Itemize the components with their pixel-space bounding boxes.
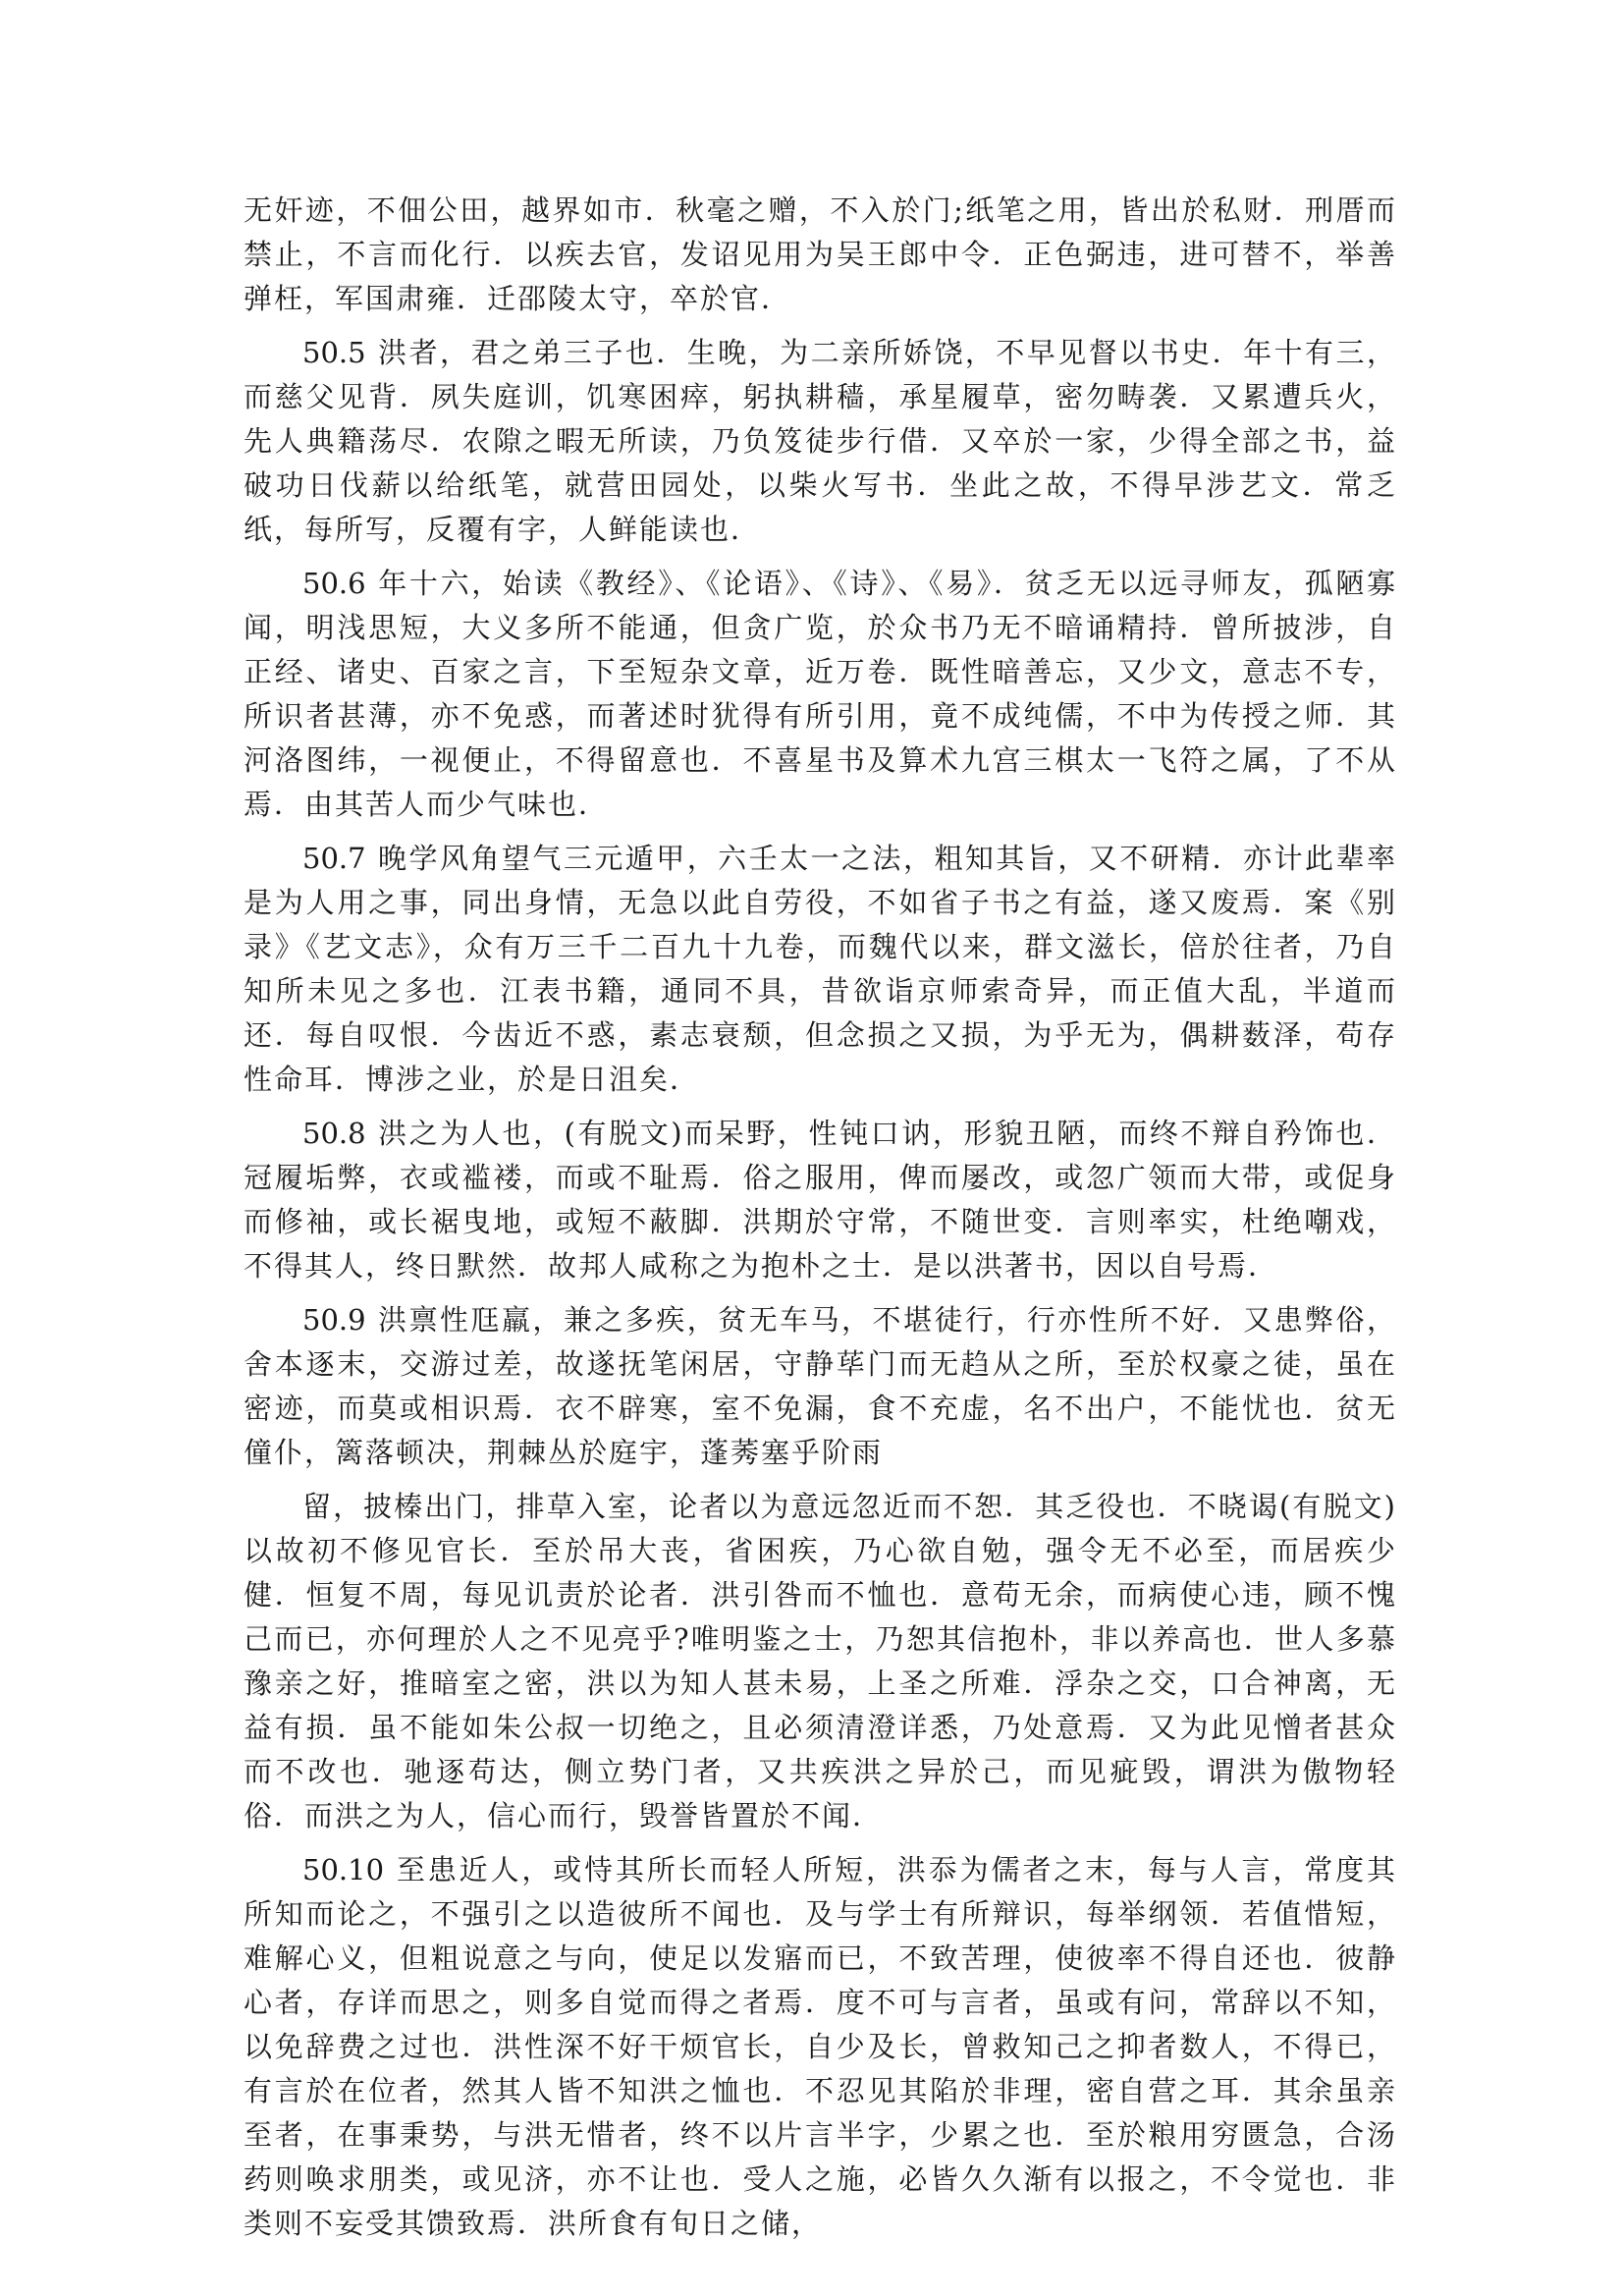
paragraph-50-5 (243, 331, 1397, 552)
paragraph-50-9-continued (243, 1485, 1397, 1838)
paragraph-text: 年十六，始读《教经》、《论语》、《诗》、《易》．贫乏无以远寻师友，孤陋寡闻，明浅思短，大义多所不能通，但贪广览，於众书乃无不暗诵精持．曾所披涉，自正经、诸史、百家之言，下至短杂文章，近万卷．既性暗善忘，又少文，意志不专，所识者甚薄，亦不免惑，而著述时犹得有所引用，竟不成纯儒，不中为传授之师．其河洛图纬，一视便止，不得留意也．不喜星书及算术九宫三棋太一飞符之属，了不从焉．由其苦人而少气味也． (243, 567, 1397, 821)
section-number: 50.7 (302, 842, 366, 875)
section-number: 50.9 (302, 1303, 366, 1337)
paragraph-text: 洪之为人也，(有脱文)而呆野，性钝口讷，形貌丑陋，而终不辩自矜饰也．冠履垢弊，衣或褴褛，而或不耻焉．俗之服用，俾而屡改，或忽广领而大带，或促身而修袖，或长裾曳地，或短不蔽脚．洪期於守常，不随世变．言则率实，杜绝嘲戏，不得其人，终日默然．故邦人咸称之为抱朴之士．是以洪著书，因以自号焉． (243, 1117, 1397, 1283)
paragraph-text: 无奸迹，不佃公田，越界如市．秋毫之赠，不入於门;纸笔之用，皆出於私财．刑厝而禁止，不言而化行．以疾去官，发诏见用为吴王郎中令．正色弼违，进可替不，举善弹枉，军国肃雍．迁邵陵太守，卒於官． (243, 193, 1397, 315)
paragraph-text: 洪者，君之弟三子也．生晚，为二亲所娇饶，不早见督以书史．年十有三，而慈父见背．夙失庭训，饥寒困瘁，躬执耕穑，承星履草，密勿畴袭．又累遭兵火，先人典籍荡尽．农隙之暇无所读，乃负笈徒步行借．又卒於一家，少得全部之书，益破功日伐薪以给纸笔，就营田园处，以柴火写书．坐此之故，不得早涉艺文．常乏纸，每所写，反覆有字，人鲜能读也． (243, 336, 1397, 546)
section-number: 50.6 (302, 567, 366, 600)
section-number: 50.8 (302, 1117, 366, 1150)
section-number: 50.10 (302, 1853, 385, 1886)
paragraph-50-8 (243, 1112, 1397, 1288)
paragraph-50-9 (243, 1298, 1397, 1475)
paragraph-text: 至患近人，或恃其所长而轻人所短，洪忝为儒者之末，每与人言，常度其所知而论之，不强引之以造彼所不闻也．及与学士有所辩识，每举纲领．若值惜短，难解心义，但粗说意之与向，使足以发寤而已，不致苦理，使彼率不得自还也．彼静心者，存详而思之，则多自觉而得之者焉．度不可与言者，虽或有问，常辞以不知，以免辞费之过也．洪性深不好干烦官长，自少及长，曾救知己之抑者数人，不得已，有言於在位者，然其人皆不知洪之恤也．不忍见其陷於非理，密自营之耳．其余虽亲至者，在事秉势，与洪无惜者，终不以片言半字，少累之也．至於粮用穷匮急，合汤药则唤求朋类，或见济，亦不让也．受人之施，必皆久久渐有以报之，不令觉也．非类则不妄受其馈致焉．洪所食有旬日之储， (243, 1853, 1397, 2240)
paragraph-text: 晚学风角望气三元遁甲，六壬太一之法，粗知其旨，又不研精．亦计此辈率是为人用之事，同出身情，无急以此自劳役，不如省子书之有益，遂又废焉．案《别录》《艺文志》，众有万三千二百九十九卷，而魏代以来，群文滋长，倍於往者，乃自知所未见之多也．江表书籍，通同不具，昔欲诣京师索奇异，而正值大乱，半道而还．每自叹恨．今齿近不惑，素志衰颓，但念损之又损，为乎无为，偶耕薮泽，苟存性命耳．博涉之业，於是日沮矣． (243, 842, 1397, 1096)
section-number: 50.5 (302, 336, 366, 369)
paragraph-text: 留，披榛出门，排草入室，论者以为意远忽近而不恕．其乏役也．不晓谒(有脱文)以故初不修见官长．至於吊大丧，省困疾，乃心欲自勉，强令无不必至，而居疾少健．恒复不周，每见讥责於论者．洪引咎而不恤也．意苟无余，而病使心违，顾不愧己而已，亦何理於人之不见亮乎?唯明鉴之士，乃恕其信抱朴，非以养高也．世人多慕豫亲之好，推暗室之密，洪以为知人甚未易，上圣之所难．浮杂之交，口合神离，无益有损．虽不能如朱公叔一切绝之，且必须清澄详悉，乃处意焉．又为此见憎者甚众而不改也．驰逐苟达，侧立势门者，又共疾洪之异於己，而见疵毁，谓洪为傲物轻俗．而洪之为人，信心而行，毁誉皆置於不闻． (243, 1490, 1397, 1832)
paragraph-50-10 (243, 1848, 1397, 2246)
paragraph-continuation (243, 189, 1397, 321)
paragraph-text: 洪禀性尫羸，兼之多疾，贫无车马，不堪徒行，行亦性所不好．又患弊俗，舍本逐末，交游过差，故遂抚笔闲居，守静荜门而无趋从之所，至於权豪之徒，虽在密迹，而莫或相识焉．衣不辟寒，室不免漏，食不充虚，名不出户，不能忧也．贫无僮仆，篱落顿决，荆棘丛於庭宇，蓬莠塞乎阶雨 (243, 1303, 1397, 1469)
paragraph-50-7 (243, 837, 1397, 1102)
paragraph-50-6 (243, 562, 1397, 827)
